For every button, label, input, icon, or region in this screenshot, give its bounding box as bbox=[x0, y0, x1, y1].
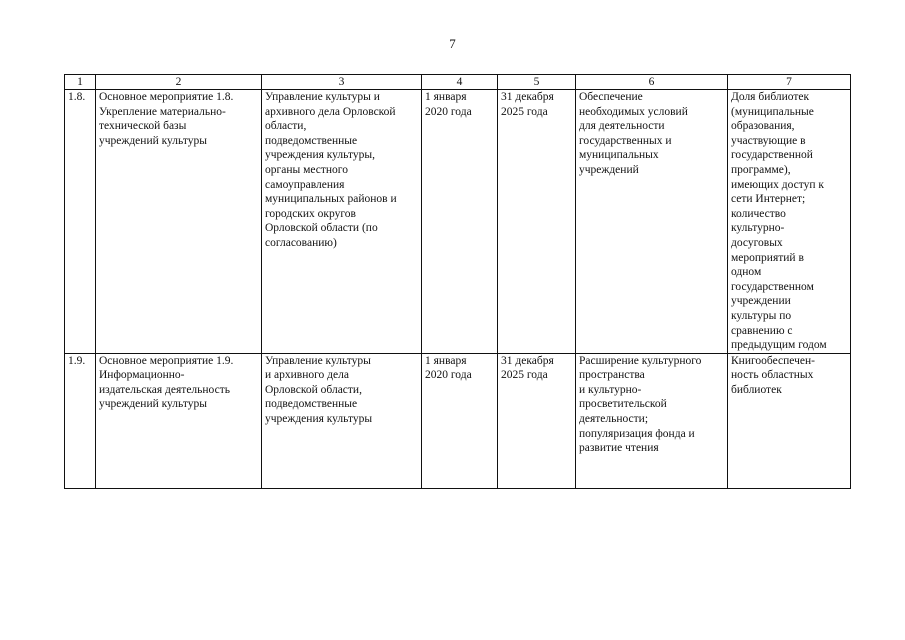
cell-line: развитие чтения bbox=[579, 442, 659, 455]
col-header-2: 2 bbox=[96, 75, 262, 90]
col-header-5: 5 bbox=[498, 75, 576, 90]
cell-line: Орловской области (по bbox=[265, 222, 378, 235]
cell-line: мероприятий в bbox=[731, 251, 804, 264]
cell-line: ность областных bbox=[731, 369, 814, 382]
col-header-6: 6 bbox=[576, 75, 728, 90]
cell-line: культуры по bbox=[731, 309, 792, 322]
program-events-table bbox=[64, 74, 851, 489]
cell-line: Управление культуры и bbox=[265, 91, 380, 103]
cell-line: согласованию) bbox=[265, 236, 337, 249]
cell-line: Укрепление материально- bbox=[99, 105, 226, 118]
cell-line: 1 января bbox=[425, 354, 467, 367]
cell-line: просветительской bbox=[579, 398, 667, 411]
cell-line: 2025 года bbox=[501, 105, 548, 118]
end-date-cell bbox=[498, 90, 576, 354]
cell-line: архивного дела Орловской bbox=[265, 105, 396, 118]
cell-line: государственных и bbox=[579, 134, 672, 147]
cell-line: самоуправления bbox=[265, 178, 345, 191]
cell-line: городских округов bbox=[265, 207, 356, 220]
cell-line: 2020 года bbox=[425, 369, 472, 382]
cell-line: учреждении bbox=[731, 295, 791, 308]
result-cell bbox=[576, 353, 728, 488]
page-number: 7 bbox=[449, 36, 456, 51]
col-header-7: 7 bbox=[728, 75, 851, 90]
cell-line: образования, bbox=[731, 120, 795, 133]
col-header-3: 3 bbox=[262, 75, 422, 90]
table-row bbox=[65, 353, 851, 488]
cell-line: области, bbox=[265, 120, 307, 133]
cell-line: необходимых условий bbox=[579, 105, 688, 118]
cell-line: количество bbox=[731, 207, 786, 220]
header-row bbox=[65, 75, 851, 90]
indicator-cell bbox=[728, 353, 851, 488]
cell-line: для деятельности bbox=[579, 120, 665, 133]
cell-line: 2020 года bbox=[425, 105, 472, 118]
cell-line: сети Интернет; bbox=[731, 193, 806, 206]
cell-line: 31 декабря bbox=[501, 91, 554, 103]
event-name-cell bbox=[96, 90, 262, 354]
cell-line: Информационно- bbox=[99, 369, 185, 382]
start-date-cell bbox=[422, 353, 498, 488]
cell-line: культурно- bbox=[731, 222, 785, 235]
cell-line: Книгообеспечен- bbox=[731, 354, 815, 367]
event-name-cell bbox=[96, 353, 262, 488]
cell-line: участвующие в bbox=[731, 134, 806, 147]
cell-line: сравнению с bbox=[731, 324, 793, 337]
cell-line: государственной bbox=[731, 149, 813, 162]
cell-line: органы местного bbox=[265, 163, 348, 176]
cell-line: учреждения культуры, bbox=[265, 149, 375, 162]
cell-line: технической базы bbox=[99, 120, 187, 133]
cell-line: библиотек bbox=[731, 383, 782, 396]
cell-line: одном bbox=[731, 266, 762, 279]
cell-line: 1 января bbox=[425, 91, 467, 103]
cell-line: издательская деятельность bbox=[99, 383, 230, 396]
row-number: 1.9. bbox=[65, 353, 96, 488]
row-number: 1.8. bbox=[65, 90, 96, 354]
cell-line: учреждений культуры bbox=[99, 134, 207, 147]
cell-line: имеющих доступ к bbox=[731, 178, 824, 191]
end-date-cell bbox=[498, 353, 576, 488]
cell-line: деятельности; bbox=[579, 413, 649, 426]
cell-line: Доля библиотек bbox=[731, 91, 810, 103]
cell-line: подведомственные bbox=[265, 398, 358, 411]
start-date-cell bbox=[422, 90, 498, 354]
table-row bbox=[65, 90, 851, 354]
cell-line: (муниципальные bbox=[731, 105, 814, 118]
cell-line: 31 декабря bbox=[501, 354, 554, 367]
cell-line: государственном bbox=[731, 280, 814, 293]
cell-line: и архивного дела bbox=[265, 369, 349, 382]
cell-line: муниципальных bbox=[579, 149, 659, 162]
cell-line: предыдущим годом bbox=[731, 339, 827, 352]
cell-line: подведомственные bbox=[265, 134, 358, 147]
cell-line: программе), bbox=[731, 163, 791, 176]
col-header-4: 4 bbox=[422, 75, 498, 90]
col-header-1: 1 bbox=[65, 75, 96, 90]
cell-line: и культурно- bbox=[579, 383, 642, 396]
cell-line: учреждений культуры bbox=[99, 398, 207, 411]
cell-line: учреждений bbox=[579, 163, 639, 176]
cell-line: Управление культуры bbox=[265, 354, 371, 367]
cell-line: досуговых bbox=[731, 236, 783, 249]
cell-line: 2025 года bbox=[501, 369, 548, 382]
indicator-cell bbox=[728, 90, 851, 354]
result-cell bbox=[576, 90, 728, 354]
cell-line: Орловской области, bbox=[265, 383, 362, 396]
executor-cell bbox=[262, 353, 422, 488]
cell-line: Расширение культурного bbox=[579, 354, 702, 367]
cell-line: пространства bbox=[579, 369, 645, 382]
cell-line: Основное мероприятие 1.8. bbox=[99, 91, 234, 103]
executor-cell bbox=[262, 90, 422, 354]
cell-line: Обеспечение bbox=[579, 91, 643, 103]
cell-line: муниципальных районов и bbox=[265, 193, 397, 206]
cell-line: Основное мероприятие 1.9. bbox=[99, 354, 234, 367]
cell-line: учреждения культуры bbox=[265, 413, 373, 426]
cell-line: популяризация фонда и bbox=[579, 427, 695, 440]
